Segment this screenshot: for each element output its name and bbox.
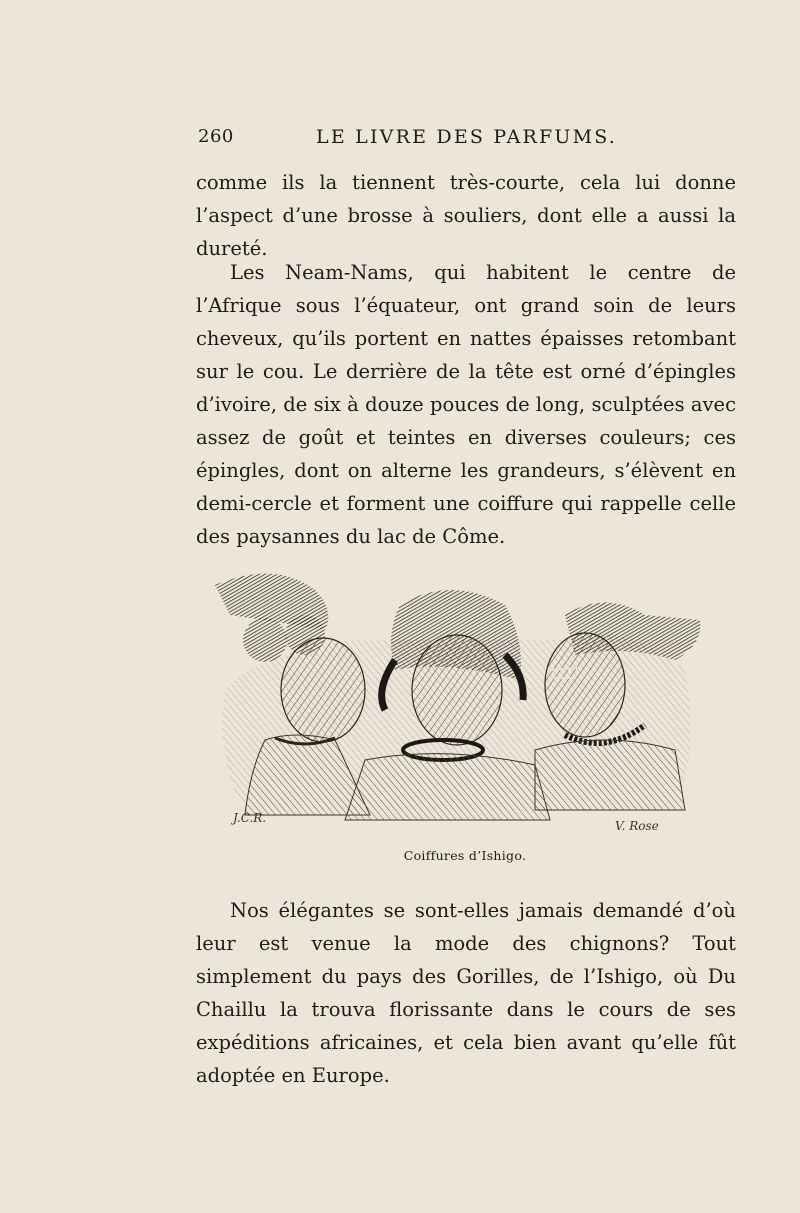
engraving-three-heads <box>205 560 705 830</box>
running-title: LE LIVRE DES PARFUMS. <box>316 126 618 148</box>
page-number: 260 <box>198 126 234 147</box>
paragraph-text: Les Neam-Nams, qui habitent le centre de l’Afrique sous l’équateur, ont grand soin de leurs cheveux, qu’ils portent en nattes épaisses retombant sur le cou. Le derrière de la tête est orné d’épingles d’ivoire, de six à douze pouces de long, sculptées avec assez de goût et teintes en diverses couleurs; ces épingles, dont on alterne les grandeurs, s’élèvent en demi-cercle et forment une coiffure qui rappelle celle des paysannes du lac de Côme. <box>196 261 736 548</box>
engraver-signature-left: J.C.R. <box>233 811 267 825</box>
engraver-signature-right: V. Rose <box>615 819 659 830</box>
paragraph-text: Nos élégantes se sont-elles jamais demandé d’où leur est venue la mode des chignons? Tout simplement du pays des Gorilles, de l’Ishigo, où Du Chaillu la trouva florissante dans le cours de ses expéditions africaines, et cela bien avant qu’elle fût adoptée en Europe. <box>196 899 736 1087</box>
paragraph-1 <box>196 166 736 265</box>
engraving-illustration <box>205 560 705 830</box>
paragraph-text: comme ils la tiennent très-courte, cela lui donne l’aspect d’une brosse à souliers, dont elle a aussi la dureté. <box>196 171 736 260</box>
paragraph-3 <box>196 894 736 1092</box>
page-header <box>196 126 734 156</box>
paragraph-2 <box>196 256 736 553</box>
figure-caption: Coiffures d’Ishigo. <box>403 848 527 863</box>
